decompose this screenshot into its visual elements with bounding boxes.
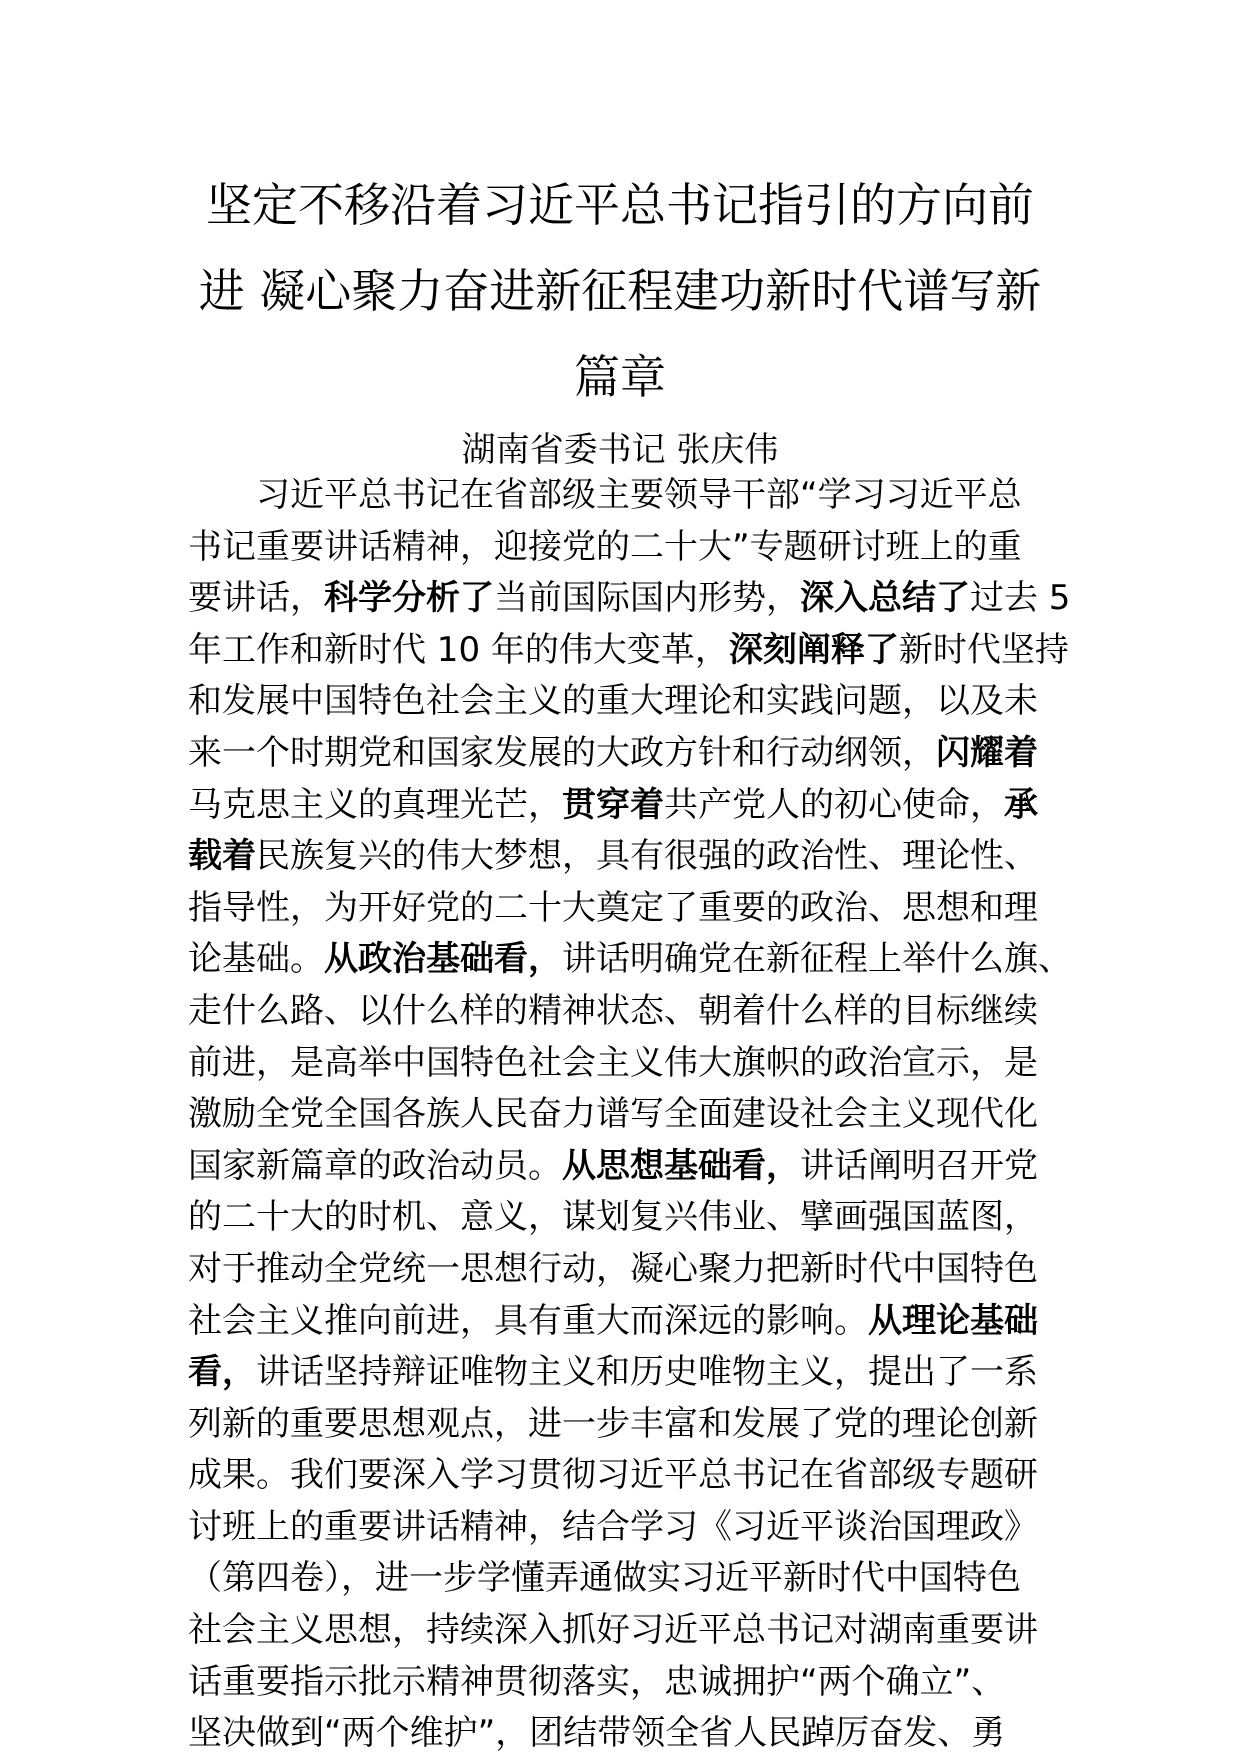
document-title bbox=[180, 162, 1060, 420]
body-line bbox=[188, 1141, 1058, 1193]
text-run: 讲话明确党在新征程上举什么旗、 bbox=[562, 939, 1072, 980]
text-run: 要讲话， bbox=[188, 578, 324, 619]
body-line: 书记重要讲话精神，迎接党的二十大”专题研讨班上的重 bbox=[188, 526, 1022, 567]
bold-phrase: 深刻阐释了 bbox=[728, 629, 899, 670]
body-line bbox=[188, 831, 1058, 883]
body-line: 前进，是高举中国特色社会主义伟大旗帜的政治宣示，是 bbox=[188, 1042, 1038, 1083]
text-run: 共产党人的初心使命， bbox=[664, 784, 1004, 825]
body-line: 激励全党全国各族人民奋力谱写全面建设社会主义现代化 bbox=[188, 1094, 1038, 1135]
body-line: 成果。我们要深入学习贯彻习近平总书记在省部级专题研 bbox=[188, 1455, 1038, 1496]
bold-phrase: 闪耀着 bbox=[936, 732, 1038, 773]
text-run: 社会主义推向前进，具有重大而深远的影响。 bbox=[188, 1300, 868, 1341]
body-line: 和发展中国特色社会主义的重大理论和实践问题，以及未 bbox=[188, 681, 1038, 722]
body-line: 走什么路、以什么样的精神状态、朝着什么样的目标继续 bbox=[188, 990, 1038, 1031]
body-line: 的二十大的时机、意义，谋划复兴伟业、擘画强国蓝图， bbox=[188, 1197, 1038, 1238]
body-line: 指导性，为开好党的二十大奠定了重要的政治、思想和理 bbox=[188, 887, 1038, 928]
bold-phrase: 从理论基础 bbox=[868, 1300, 1038, 1341]
bold-phrase: 承 bbox=[1004, 784, 1038, 825]
text-run: 国家新篇章的政治动员。 bbox=[188, 1145, 562, 1186]
text-run: 民族复兴的伟大梦想，具有很强的政治性、理论性、 bbox=[256, 836, 1038, 877]
text-run: 新时代坚持 bbox=[898, 629, 1069, 670]
text-run: 论基础。 bbox=[188, 939, 324, 980]
body-line bbox=[188, 780, 1058, 832]
body-line: 列新的重要思想观点，进一步丰富和发展了党的理论创新 bbox=[188, 1403, 1038, 1444]
body-line: 社会主义思想，持续深入抓好习近平总书记对湖南重要讲 bbox=[188, 1610, 1038, 1651]
bold-phrase: 看， bbox=[188, 1352, 256, 1393]
title-line: 坚定不移沿着习近平总书记指引的方向前 bbox=[206, 178, 1034, 232]
bold-phrase: 深入总结了 bbox=[800, 578, 970, 619]
title-line: 进 凝心聚力奋进新征程建功新时代谱写新 bbox=[198, 264, 1042, 318]
text-run: 讲话坚持辩证唯物主义和历史唯物主义，提出了一系 bbox=[256, 1352, 1038, 1393]
title-line: 篇章 bbox=[574, 350, 666, 404]
body-line: 讨班上的重要讲话精神，结合学习《习近平谈治国理政》 bbox=[188, 1506, 1038, 1547]
body-line: 对于推动全党统一思想行动，凝心聚力把新时代中国特色 bbox=[188, 1248, 1038, 1289]
bold-phrase: 科学分析了 bbox=[324, 578, 494, 619]
article-body bbox=[188, 470, 1072, 1760]
body-line bbox=[188, 728, 1058, 780]
body-line bbox=[188, 934, 1072, 986]
text-run: 当前国际国内形势， bbox=[494, 578, 800, 619]
body-line bbox=[188, 1347, 1058, 1399]
text-run: 马克思主义的真理光芒， bbox=[188, 784, 562, 825]
bold-phrase: 从思想基础看， bbox=[562, 1145, 800, 1186]
body-line bbox=[188, 625, 1069, 677]
body-line bbox=[188, 573, 1071, 625]
bold-phrase: 从政治基础看， bbox=[324, 939, 562, 980]
text-run: 来一个时期党和国家发展的大政方针和行动纲领， bbox=[188, 732, 936, 773]
bold-phrase: 贯穿着 bbox=[562, 784, 664, 825]
body-line: 习近平总书记在省部级主要领导干部“学习习近平总 bbox=[256, 475, 1022, 515]
body-line: （第四卷），进一步学懂弄通做实习近平新时代中国特色 bbox=[188, 1558, 1021, 1599]
body-line: 话重要指示批示精神贯彻落实，忠诚拥护“两个确立”、 bbox=[188, 1661, 1006, 1702]
text-run: 讲话阐明召开党 bbox=[800, 1145, 1038, 1186]
text-run: 年工作和新时代 10 年的伟大变革， bbox=[188, 629, 729, 670]
text-run: 过去 5 bbox=[970, 578, 1071, 619]
author-byline: 湖南省委书记 张庆伟 bbox=[461, 430, 779, 470]
body-line bbox=[188, 1296, 1058, 1348]
bold-phrase: 载着 bbox=[188, 836, 256, 877]
body-line: 坚决做到“两个维护”，团结带领全省人民踔厉奋发、勇 bbox=[188, 1713, 1006, 1754]
